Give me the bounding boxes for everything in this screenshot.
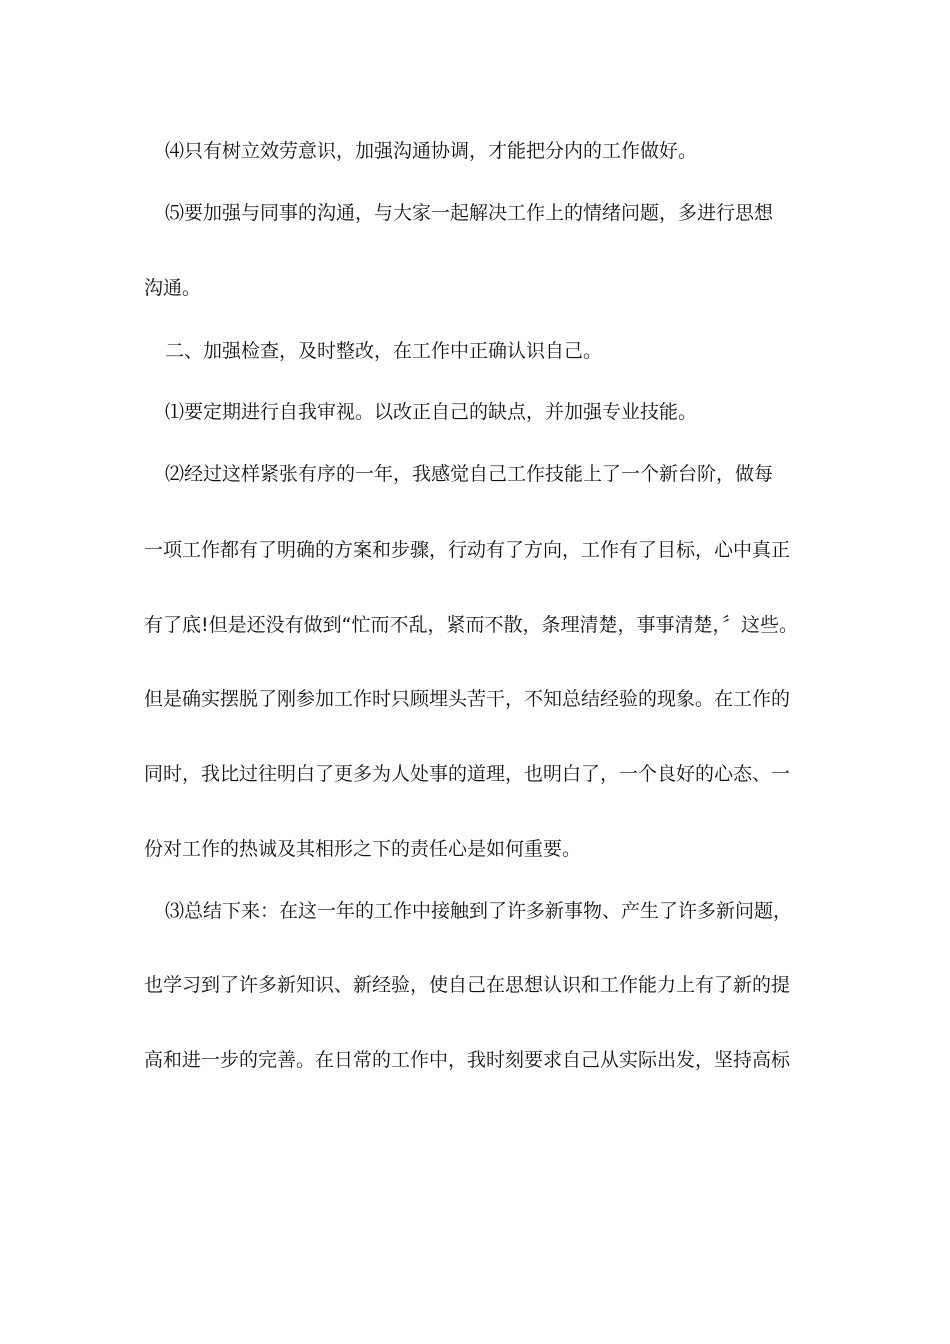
paragraph-line: ⑶总结下来：在这一年的工作中接触到了许多新事物、产生了许多新问题，	[165, 900, 793, 922]
paragraph-line: ⑷只有树立效劳意识，加强沟通协调，才能把分内的工作做好。	[165, 140, 698, 162]
section-heading: 二、加强检查，及时整改，在工作中正确认识自己。	[165, 340, 603, 362]
paragraph-line: 有了底!但是还没有做到“忙而不乱，紧而不散，条理清楚，事事清楚，〞这些。	[144, 614, 798, 636]
paragraph-line: ⑴要定期进行自我审视。以改正自己的缺点，并加强专业技能。	[165, 401, 698, 423]
paragraph-line: 高和进一步的完善。在日常的工作中，我时刻要求自己从实际出发，坚持高标	[144, 1049, 791, 1071]
paragraph-line: 也学习到了许多新知识、新经验，使自己在思想认识和工作能力上有了新的提	[144, 974, 791, 996]
paragraph-line: ⑸要加强与同事的沟通，与大家一起解决工作上的情绪问题，多进行思想	[165, 202, 774, 224]
paragraph-line: ⑵经过这样紧张有序的一年，我感觉自己工作技能上了一个新台阶，做每	[165, 463, 774, 485]
paragraph-line: 份对工作的热诚及其相形之下的责任心是如何重要。	[144, 838, 582, 860]
paragraph-line: 同时，我比过往明白了更多为人处事的道理，也明白了，一个良好的心态、一	[144, 763, 791, 785]
paragraph-line: 沟通。	[144, 277, 202, 299]
paragraph-line: 一项工作都有了明确的方案和步骤，行动有了方向，工作有了目标，心中真正	[144, 539, 791, 561]
paragraph-line: 但是确实摆脱了刚参加工作时只顾埋头苦干，不知总结经验的现象。在工作的	[144, 688, 791, 710]
